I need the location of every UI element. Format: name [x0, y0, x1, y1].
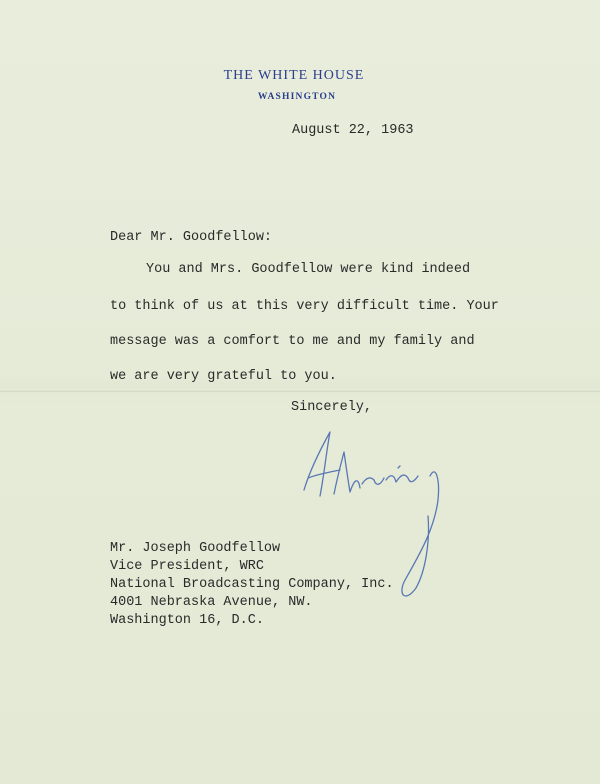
closing: Sincerely, — [291, 400, 373, 415]
recipient-line: Vice President, WRC — [110, 559, 264, 574]
signature-stroke — [402, 472, 439, 596]
letterhead-title: THE WHITE HOUSE — [223, 68, 365, 83]
recipient-line: 4001 Nebraska Avenue, NW. — [110, 595, 313, 610]
recipient-line: Mr. Joseph Goodfellow — [110, 541, 281, 556]
signature-stroke — [334, 452, 360, 494]
body-line: we are very grateful to you. — [110, 369, 337, 384]
salutation: Dear Mr. Goodfellow: — [110, 230, 273, 245]
paper-fold-line — [0, 389, 600, 392]
body-line: to think of us at this very difficult time. Your — [110, 299, 499, 314]
letter-date: August 22, 1963 — [292, 123, 414, 138]
recipient-line: Washington 16, D.C. — [110, 613, 264, 628]
recipient-line: National Broadcasting Company, Inc. — [110, 577, 394, 592]
signature-stroke — [362, 478, 384, 484]
body-line: message was a comfort to me and my family and — [110, 334, 475, 349]
signature-stroke — [398, 466, 400, 468]
signature-stroke — [386, 475, 418, 482]
signature-ink — [304, 432, 439, 596]
body-line: You and Mrs. Goodfellow were kind indeed — [146, 262, 471, 277]
signature-stroke — [304, 432, 330, 496]
letterhead-subtitle: WASHINGTON — [257, 92, 337, 102]
